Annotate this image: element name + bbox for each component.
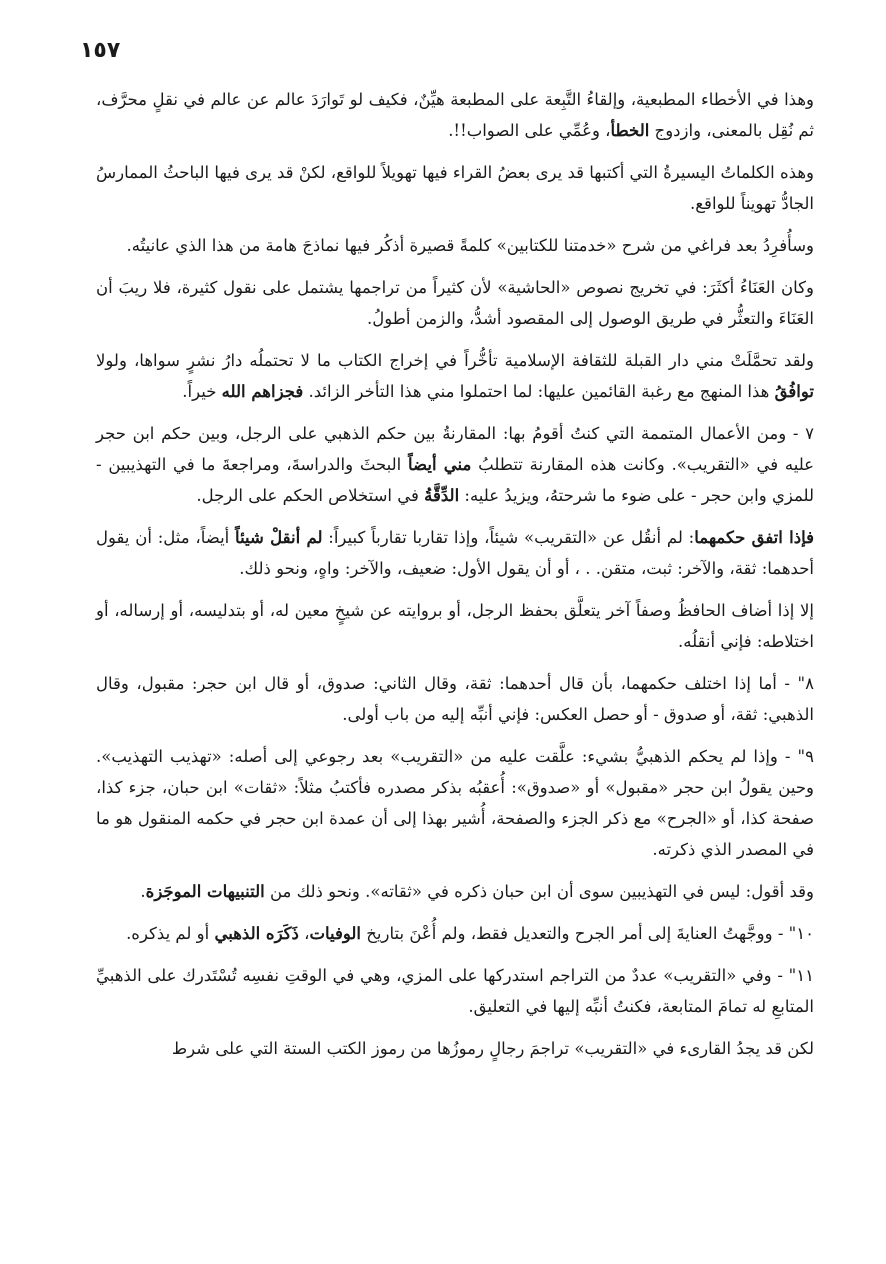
text-segment: ولقد تحمَّلَتْ مني دار القبلة للثقافة الإسلامية تأخُّراً في إخراج الكتاب ما لا تحتملُه دارُ نشرٍ سواها، ولولا [96, 351, 814, 370]
paragraph [96, 84, 814, 146]
text-segment: ٨" - أما إذا اختلف حكمهما، بأن قال أحدهما: ثقة، وقال الثاني: صدوق، أو قال ابن حجر: مقبول، وقال الذهبي: ثقة، أو صدوق - أو حصل العكس: فإني أنبِّه إليه من باب أولى. [96, 674, 814, 724]
page-number: ١٥٧ [80, 38, 121, 63]
bold-text-segment: الوفيات [309, 924, 362, 943]
paragraph [96, 918, 814, 949]
text-segment: ٧ - ومن الأعمال المتممة التي كنتُ أقومُ بها: المقارنةُ بين حكم الذهبي على الرجل، وبين حكم ابن حجر عليه في «التقريب». وكانت هذه المقارنة تتطلبُ [96, 424, 815, 474]
text-segment: في استخلاص الحكم على الرجل. [196, 486, 425, 505]
paragraph [96, 668, 814, 730]
text-segment: وهذا في الأخطاء المطبعية، وإلقاءُ التَّبِعة على المطبعة هيِّنٌ، فكيف لو تَوارَدَ عالم عن عالم في نقلٍ محرَّف، ثم نُقِل بالمعنى، وازدوج [96, 90, 814, 140]
bold-text-segment: مني أيضاً [408, 455, 472, 474]
text-segment: وسأُفرِدُ بعد فراغي من شرح «خدمتنا للكتابين» كلمةً قصيرة أذكُر فيها نماذجَ هامة من هذا الذي عانيتُه. [126, 236, 814, 255]
text-segment: ١٠" - ووجَّهتُ العنايةَ إلى أمر الجرح والتعديل فقط، ولم أُعْنَ بتاريخ [361, 924, 814, 943]
text-segment: خيراً. [182, 382, 222, 401]
text-segment: وكان العَنَاءُ أكثَرَ: في تخريج نصوص «الحاشية» لأن كثيراً من تراجمها يشتمل على نقول كثيرة، فلا ريبَ أن العَنَاءَ والتعثُّر في طريق الوصول إلى المقصود أشدُّ، والزمن أطولُ. [96, 278, 814, 328]
paragraph [96, 741, 814, 865]
paragraph [96, 876, 814, 907]
paragraph [96, 345, 814, 407]
paragraph [96, 157, 814, 219]
text-segment: وقد أقول: ليس في التهذيبين سوى أن ابن حبان ذكره في «ثقاته». ونحو ذلك من [264, 882, 814, 901]
text-segment: وهذه الكلماتُ اليسيرةُ التي أكتبها قد يرى بعضُ القراء فيها تهويلاً للواقع، لكنْ قد يرى فيها الباحثُ الممارسُ الجادُّ تهويناً للواقع. [96, 163, 814, 213]
page-body [96, 84, 814, 1064]
paragraph [96, 522, 814, 584]
text-segment: . [140, 882, 146, 901]
paragraph [96, 595, 814, 657]
paragraph [96, 960, 814, 1022]
text-segment: ، [298, 924, 310, 943]
text-segment: إلا إذا أضاف الحافظُ وصفاً آخر يتعلَّق بحفظ الرجل، أو بروايته عن شيخٍ معين له، أو بتدليسه، أو إرساله، أو اختلاطه: فإني أنقلُه. [96, 601, 814, 651]
bold-text-segment: لم أنقلْ شيئاً [235, 528, 323, 547]
bold-text-segment: ذَكَرَه الذهبي [214, 924, 299, 943]
paragraph [96, 230, 814, 261]
text-segment: أيضاً، مثل: أن يقول أحدهما: ثقة، والآخر: ثبت، متقن. . ، أو أن يقول الأول: ضعيف، والآخر: واهٍ، ونحو ذلك. [96, 528, 814, 578]
text-segment: ١١" - وفي «التقريب» عددٌ من التراجم استدركها على المزي، وهي في الوقتِ نفسِه تُسْتَدرك على الذهبيِّ المتابعِ له تمامَ المتابعة، فكنتُ أنبِّه إليها في التعليق. [96, 966, 814, 1016]
text-segment: أو لم يذكره. [126, 924, 215, 943]
bold-text-segment: الخطأ [610, 121, 650, 140]
bold-text-segment: توافُقُ [774, 382, 814, 401]
paragraph [96, 418, 814, 511]
text-segment: ، وعُمِّي على الصواب!!. [448, 121, 611, 140]
text-segment: ٩" - وإذا لم يحكم الذهبيُّ بشيء: علَّقت عليه من «التقريب» بعد رجوعي إلى أصله: «تهذيب التهذيب». وحين يقولُ ابن حجر «مقبول» أو «صدوق»: أُعقبُه بذكر مصدره فأكتبُ مثلاً: «ثقات» ابن حبان، جزء كذا، صفحة كذا، أو «الجرح» مع ذكر الجزء والصفحة، أُشير بهذا إلى أن عمدة ابن حجر في حكمه المنقول هو ما في المصدر الذي ذكرته. [96, 747, 814, 859]
paragraph [96, 272, 814, 334]
text-segment: هذا المنهج مع رغبة القائمين عليها: لما احتملوا مني هذا التأخر الزائد. [303, 382, 775, 401]
text-segment: لكن قد يجدُ القارىء في «التقريب» تراجمَ رجالٍ رموزُها من رموز الكتب الستة التي على شرط [171, 1039, 814, 1058]
bold-text-segment: فإذا اتفق حكمهما [694, 528, 814, 547]
text-segment: : لم أنقُل عن «التقريب» شيئاً، وإذا تقاربا تقارباً كبيراً: [322, 528, 695, 547]
text-segment: البحثَ والدراسةَ، ومراجعةَ ما في التهذيبين - للمزي وابن حجر - على ضوء ما شرحتهُ، ويزيدُ عليه: [96, 455, 814, 505]
bold-text-segment: التنبيهات الموجَزة [145, 882, 265, 901]
paragraph [96, 1033, 814, 1064]
bold-text-segment: فجزاهم الله [221, 382, 304, 401]
bold-text-segment: الدِّقَّةُ [424, 486, 460, 505]
